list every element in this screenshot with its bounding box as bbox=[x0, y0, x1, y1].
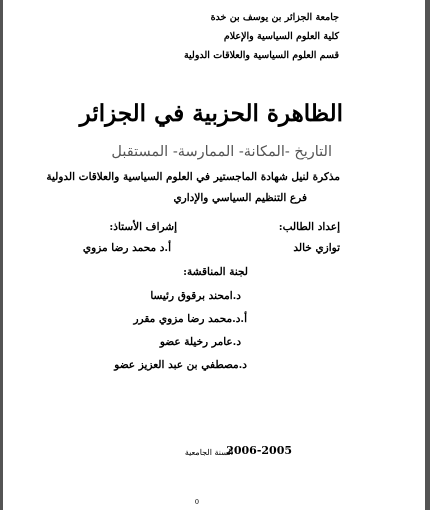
department-name: قسم العلوم السياسية والعلاقات الدولية bbox=[183, 50, 339, 61]
committee-member: د.امحند برقوق رئيسا bbox=[150, 290, 241, 302]
supervisor-label: إشراف الأستاذ: bbox=[109, 221, 177, 233]
degree-statement: مذكرة لنيل شهادة الماجستير في العلوم السياسية والعلاقات الدولية bbox=[46, 171, 340, 183]
student-label: إعداد الطالب: bbox=[278, 221, 340, 233]
thesis-subtitle: التاريخ -المكانة- الممارسة- المستقبل bbox=[111, 144, 332, 160]
committee-label: لجنة المناقشة: bbox=[183, 266, 248, 278]
student-name: توازي خالد bbox=[293, 242, 340, 254]
committee-member: أ.د.محمد رضا مزوي مقرر bbox=[133, 313, 247, 325]
supervisor-name: أ.د محمد رضا مزوي bbox=[82, 242, 171, 254]
specialty-branch: فرع التنظيم السياسي والإداري bbox=[173, 192, 307, 204]
document-page bbox=[3, 0, 425, 510]
committee-member: د.عامر رخيلة عضو bbox=[159, 336, 241, 348]
academic-year-label: السنة الجامعية bbox=[184, 448, 233, 457]
university-name: جامعة الجزائر بن يوسف بن خدة bbox=[210, 12, 339, 23]
committee-member: د.مصطفي بن عبد العزيز عضو bbox=[114, 359, 247, 371]
page-number: 0 bbox=[194, 498, 199, 506]
academic-year-value: 2006-2005 bbox=[226, 444, 292, 457]
thesis-title: الظاهرة الحزبية في الجزائر bbox=[79, 100, 343, 127]
faculty-name: كلية العلوم السياسية والإعلام bbox=[223, 31, 339, 42]
